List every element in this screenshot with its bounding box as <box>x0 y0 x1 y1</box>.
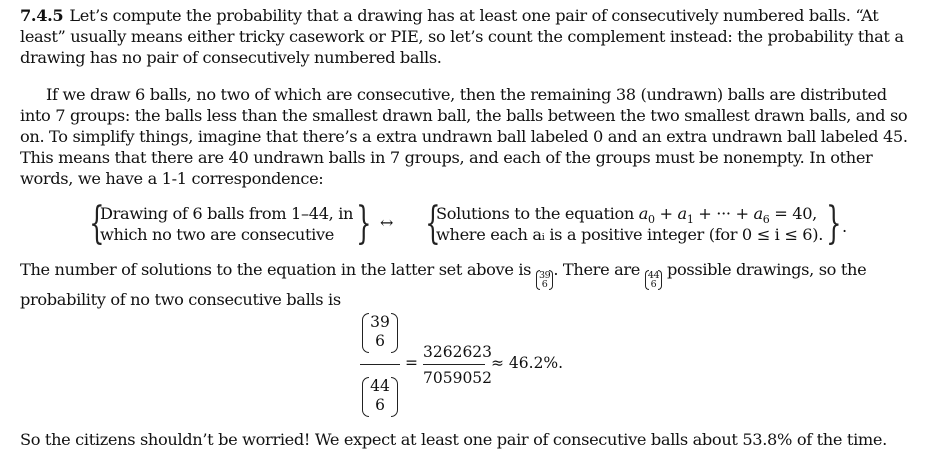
drawings-set-line1: Drawing of 6 balls from 1–44, in <box>100 204 354 223</box>
equals-sign: = <box>405 354 418 372</box>
drawings-set-line2: which no two are consecutive <box>100 225 335 244</box>
probability-equation <box>360 313 590 423</box>
binomial-44-6: 44 6 <box>645 271 662 289</box>
left-brace-icon: { <box>425 198 441 249</box>
numerator-binomial: 39 6 <box>360 313 400 353</box>
fraction-bar <box>360 364 400 365</box>
count-paragraph: The number of solutions to the equation in the latter set above is 39 6 . There are 44 6 possible drawings, so the probability of no two consecutive balls is <box>20 260 867 309</box>
solutions-set-line1: Solutions to the equation $a_0 + a_1$ + ··· + $a_6 = 40$, <box>436 204 817 227</box>
solutions-set <box>422 198 842 249</box>
denominator-value: 7059052 <box>423 369 493 387</box>
sentence-end-dot: . <box>842 217 847 236</box>
section-number: 7.4.5 <box>20 6 64 25</box>
fraction-bar <box>423 364 485 365</box>
left-brace-icon: { <box>89 198 105 249</box>
denominator-binomial: 44 6 <box>360 377 400 417</box>
groups-paragraph: If we draw 6 balls, no two of which are consecutive, then the remaining 38 (undrawn) balls are distributed into 7 groups: the balls less than the smallest drawn ball, the balls between the two smallest drawn balls, and so on. To simplify things, imagine that there’s a extra undrawn ball labeled 0 and an extra undrawn ball labeled 45. This means that there are 40 undrawn balls in 7 groups, and each of the groups must be nonempty. In other words, we have a 1-1 correspondence: <box>20 85 908 188</box>
intro-paragraph <box>20 5 908 68</box>
binomial-39-6: 39 6 <box>536 271 553 289</box>
correspondence-row <box>0 198 929 249</box>
intro-text: Let’s compute the probability that a drawing has at least one pair of consecutively numbered balls. “At least” usually means either tricky casework or PIE, so let’s count the complement instead: the probability that a drawing has no pair of consecutively numbered balls. <box>20 6 904 67</box>
drawings-set <box>86 198 372 249</box>
conclusion-paragraph: So the citizens shouldn’t be worried! We expect at least one pair of consecutive balls about 53.8% of the time. <box>20 430 887 449</box>
numerator-value: 3262623 <box>423 343 493 361</box>
bijection-arrow: ↔ <box>380 213 394 232</box>
solutions-set-line2: where each aᵢ is a positive integer (for 0 ≤ i ≤ 6). <box>436 225 824 244</box>
right-brace-icon: } <box>356 198 372 249</box>
right-brace-icon: } <box>826 198 842 249</box>
approx-result: ≈ 46.2%. <box>491 354 564 372</box>
